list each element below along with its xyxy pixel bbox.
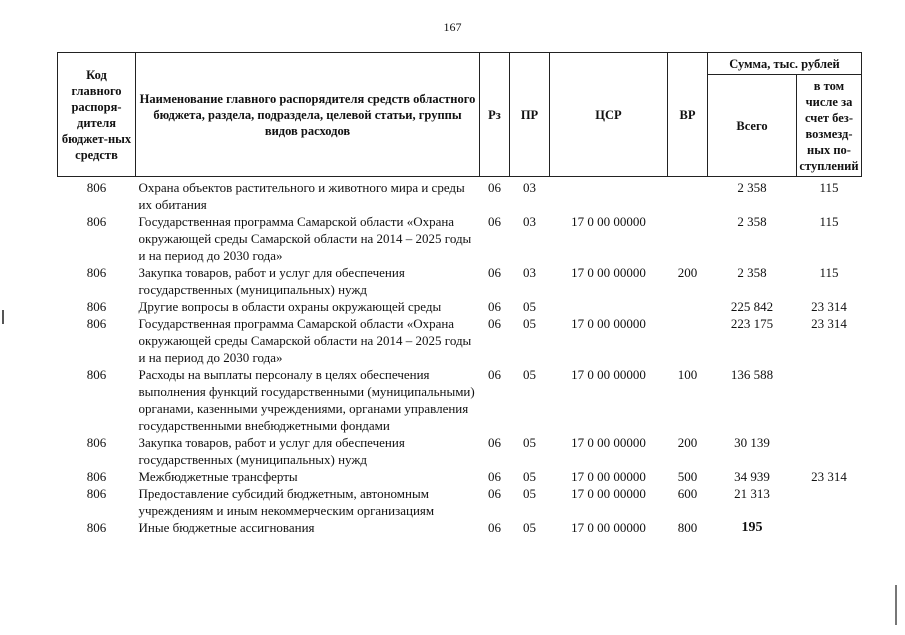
header-free: в том числе за счет без-возмезд-ных по-ступлений	[797, 75, 862, 177]
cell-total: 223 175	[730, 316, 774, 331]
cell-total: 2 358	[737, 180, 767, 195]
cell-csr: 17 0 00 00000	[571, 214, 646, 229]
cell-free: 23 314	[811, 299, 847, 314]
header-code: Код главного распоря-дителя бюджет-ных средств	[58, 53, 136, 177]
cell-pr: 03	[523, 214, 536, 229]
table-row	[58, 298, 862, 315]
cell-rz: 06	[488, 435, 501, 450]
cell-csr: 17 0 00 00000	[571, 435, 646, 450]
header-sum: Сумма, тыс. рублей	[708, 53, 862, 75]
cell-name: Межбюджетные трансферты	[138, 469, 298, 484]
cell-name: Расходы на выплаты персоналу в целях обеспечения выполнения функций государственными (муниципальными) органами, казенными учреждениями, органами управления государственными внебюджетными фондами	[138, 367, 475, 433]
header-name: Наименование главного распорядителя средств областного бюджета, раздела, подраздела, целевой статьи, группы видов расходов	[136, 53, 480, 177]
header-rz: Рз	[480, 53, 510, 177]
cell-rz: 06	[488, 367, 501, 382]
cell-csr: 17 0 00 00000	[571, 486, 646, 501]
cell-pr: 05	[523, 299, 536, 314]
table-body	[58, 177, 862, 537]
cell-code: 806	[86, 435, 107, 450]
cell-total: 21 313	[734, 486, 770, 501]
cell-pr: 05	[523, 316, 536, 331]
cell-free	[797, 519, 862, 536]
cell-name: Предоставление субсидий бюджетным, автономным учреждениям и иным некоммерческим организациям	[138, 486, 435, 518]
cell-csr: 17 0 00 00000	[571, 316, 646, 331]
cell-rz: 06	[488, 520, 501, 535]
header-pr: ПР	[510, 53, 550, 177]
cell-total: 195	[741, 520, 763, 535]
budget-table	[57, 52, 862, 536]
cell-free	[797, 485, 862, 519]
cell-rz: 06	[488, 214, 501, 229]
cell-pr: 05	[523, 520, 536, 535]
cell-free	[797, 366, 862, 434]
table-row	[58, 177, 862, 214]
scan-edge-mark	[895, 585, 897, 625]
cell-name: Охрана объектов растительного и животного мира и среды их обитания	[138, 180, 465, 212]
cell-free: 115	[819, 214, 839, 229]
cell-rz: 06	[488, 180, 501, 195]
table-row	[58, 485, 862, 519]
cell-vr: 600	[677, 486, 698, 501]
cell-pr: 05	[523, 435, 536, 450]
cell-vr: 500	[677, 469, 698, 484]
cell-name: Государственная программа Самарской области «Охрана окружающей среды Самарской области на 2014 – 2025 годы и на период до 2030 года»	[138, 316, 472, 365]
cell-vr	[668, 177, 708, 214]
cell-free: 115	[819, 180, 839, 195]
cell-name: Закупка товаров, работ и услуг для обеспечения государственных (муниципальных) нужд	[138, 435, 405, 467]
cell-rz: 06	[488, 265, 501, 280]
cell-pr: 05	[523, 469, 536, 484]
cell-code: 806	[86, 367, 107, 382]
cell-vr: 200	[677, 265, 698, 280]
cell-vr	[668, 315, 708, 366]
cell-code: 806	[86, 299, 107, 314]
cell-name: Другие вопросы в области охраны окружающей среды	[138, 299, 442, 314]
table-row	[58, 434, 862, 468]
cell-free: 23 314	[811, 316, 847, 331]
cell-total: 34 939	[734, 469, 770, 484]
header-vr: ВР	[668, 53, 708, 177]
cell-rz: 06	[488, 316, 501, 331]
cell-code: 806	[86, 486, 107, 501]
table-row	[58, 264, 862, 298]
cell-vr	[668, 213, 708, 264]
binding-mark	[2, 310, 9, 324]
cell-csr: 17 0 00 00000	[571, 469, 646, 484]
cell-csr: 17 0 00 00000	[571, 265, 646, 280]
cell-total: 2 358	[737, 214, 767, 229]
cell-rz: 06	[488, 469, 501, 484]
table-row	[58, 213, 862, 264]
table-row	[58, 468, 862, 485]
table-row	[58, 366, 862, 434]
cell-vr: 100	[677, 367, 698, 382]
cell-code: 806	[86, 214, 107, 229]
cell-rz: 06	[488, 486, 501, 501]
cell-free	[797, 434, 862, 468]
cell-total: 225 842	[730, 299, 774, 314]
cell-total: 30 139	[734, 435, 770, 450]
cell-pr: 03	[523, 180, 536, 195]
cell-pr: 05	[523, 367, 536, 382]
cell-free: 115	[819, 265, 839, 280]
cell-csr: 17 0 00 00000	[571, 367, 646, 382]
table-row	[58, 315, 862, 366]
cell-csr	[550, 177, 668, 214]
cell-csr: 17 0 00 00000	[571, 520, 646, 535]
cell-total: 2 358	[737, 265, 767, 280]
cell-csr	[550, 298, 668, 315]
cell-total: 136 588	[730, 367, 774, 382]
page-number: 167	[443, 20, 462, 34]
table-header	[58, 53, 862, 177]
header-total: Всего	[708, 75, 797, 177]
table-row	[58, 519, 862, 536]
cell-vr: 200	[677, 435, 698, 450]
cell-free: 23 314	[811, 469, 847, 484]
cell-name: Иные бюджетные ассигнования	[138, 520, 315, 535]
cell-name: Закупка товаров, работ и услуг для обеспечения государственных (муниципальных) нужд	[138, 265, 405, 297]
cell-pr: 05	[523, 486, 536, 501]
cell-code: 806	[86, 520, 107, 535]
cell-code: 806	[86, 469, 107, 484]
cell-vr	[668, 298, 708, 315]
cell-vr: 800	[677, 520, 698, 535]
cell-name: Государственная программа Самарской области «Охрана окружающей среды Самарской области на 2014 – 2025 годы и на период до 2030 года»	[138, 214, 472, 263]
cell-rz: 06	[488, 299, 501, 314]
cell-code: 806	[86, 316, 107, 331]
header-csr: ЦСР	[550, 53, 668, 177]
cell-code: 806	[86, 180, 107, 195]
cell-pr: 03	[523, 265, 536, 280]
cell-code: 806	[86, 265, 107, 280]
